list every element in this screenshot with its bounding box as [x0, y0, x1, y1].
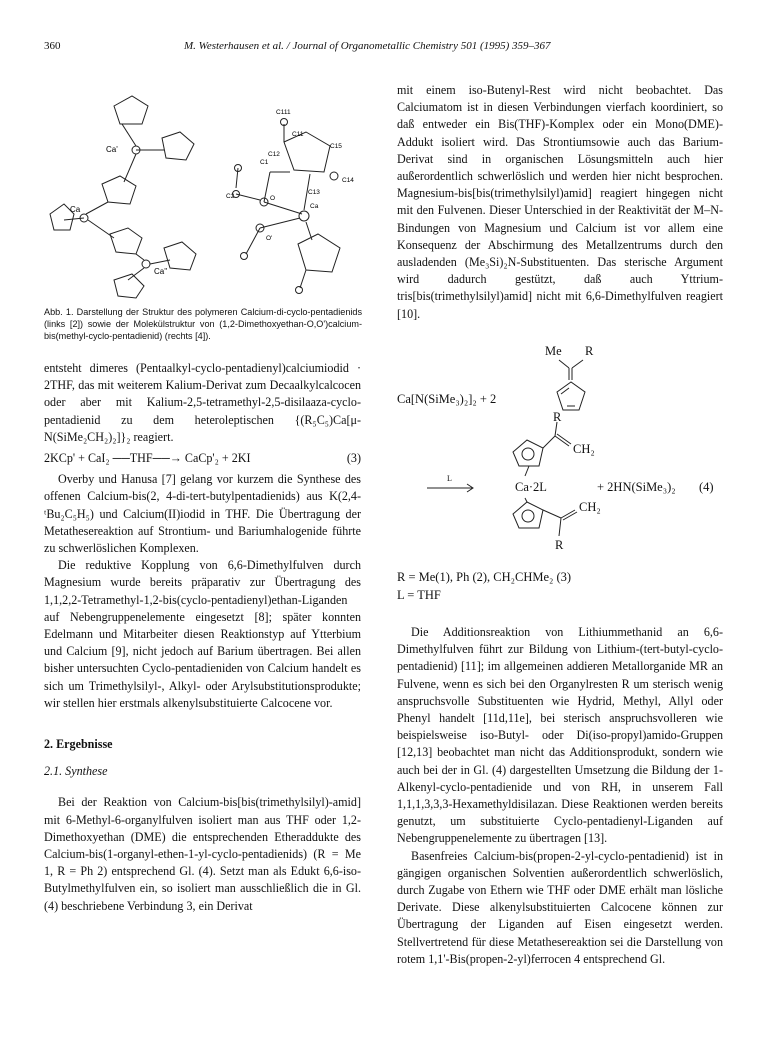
running-head: M. Westerhausen et al. / Journal of Organometallic Chemistry 501 (1995) 359–367	[184, 40, 551, 52]
paragraph: Overby und Hanusa [7] gelang vor kurzem die Synthese des offenen Calcium-bis(2, 4-di-tert-butylpentadienids) aus K(2,4-ᵗBu₂C₅H₅) und Calcium(II)iodid in THF. Die Übertragung der Metathesereaktion auf Strontium- und Bariumhalogenide führte zu schwerlöslichen Komplexen.	[44, 472, 361, 556]
page-number: 360	[44, 40, 61, 52]
paragraph: Basenfreies Calcium-bis(propen-2-yl-cyclo-pentadienid) ist in gängigen organischen Solventien außerordentlich schwerlöslich, durch Zugabe von Ethern wie THF oder DME erhält man lösliche Derivate. Diese alkenylsubstituierten Calcocene können zur Übertragung der Liganden auf Eisen eingesetzt werden. Stellvertretend für diese Metathesereaktion sei die Darstellung von rotem 1,1'-Bis(propen-2-yl)ferrocen 4 entsprechend Gl.	[397, 848, 723, 966]
figure-right-label: C15	[330, 143, 342, 150]
scheme-definitions-r: R = Me(1), Ph (2), CH₂CHMe₂ (3)	[397, 570, 572, 584]
figure-left-label: Ca''	[154, 267, 168, 276]
scheme-me-label: Me	[545, 344, 562, 358]
scheme-eq-number: (4)	[699, 480, 714, 494]
scheme-byproduct: + 2HN(SiMe₃)₂	[597, 480, 676, 494]
paragraph: Die reduktive Kopplung von 6,6-Dimethylfulven durch Magnesium wurde bereits präparativ zur Übertragung des 1,1,2,2-Tetramethyl-1,2-bis(cyclo-pentadienyl)ethan-Liganden auf Nebengruppenelemente eingesetzt [8]; später konnten Edelmann und Mitarbeiter diesen Reaktionstyp auf Ytterbium und Calcium [9], nicht jedoch auf Barium übertragen. Bei allen bisher untersuchten Cyclo-pentadieniden von Calcium handelt es sich um Trimethylsilyl-, Alkyl- oder Arylsubstitutionsprodukte; wir stellen hier erstmals alkenylsubstituierte Calcocene vor.	[44, 558, 361, 710]
figure-caption: Abb. 1. Darstellung der Struktur des polymeren Calcium-di-cyclo-pentadienids (links [2]) sowie der Molekülstruktur von (1,2-Dimethoxyethan-O,O')calcium-bis(methyl-cyclo-pentadienid) (rechts [4]).	[44, 307, 362, 341]
figure-right-label: C14	[342, 177, 354, 184]
scheme-arrow-label: L	[447, 474, 452, 483]
paragraph: entsteht dimeres (Pentaalkyl-cyclo-pentadienyl)calciumiodid · 2THF, das mit weiterem Kalium-Derivat zum Decaalkylcalcocen oder aber mit Kalium-2,5-tetramethyl-2,5-disilaaza-cyclo-pentadienid zu dem heteroleptischen {(R₅C₅)Ca[μ-N(SiMe₂CH₂)₂]}₂ reagiert.	[44, 361, 361, 444]
figure-right-label: C111	[276, 109, 291, 116]
scheme-product-center: Ca·2L	[515, 480, 547, 494]
figure-left-label: Ca	[70, 205, 81, 214]
equation-3	[44, 450, 361, 467]
paragraph: Bei der Reaktion von Calcium-bis[bis(trimethylsilyl)-amid] mit 6-Methyl-6-organylfulven isoliert man aus THF oder 1,2-Dimethoxyethan (DME) die entsprechenden Etheraddukte des Calcium-bis(1-organyl-ethen-1-yl-cyclo-pentadienids) (R = Me 1, R = Ph 2) entsprechend Gl. (4). Setzt man als Edukt 6,6-iso-Butylmethylfulven ein, so isoliert man ausschließlich die in Gl. (4) beschriebene Verbindung 3, ein Derivat	[44, 795, 361, 913]
subsection-heading: 2.1. Synthese	[44, 764, 108, 779]
equation-3-number: (3)	[346, 451, 361, 466]
right-column-bottom	[397, 624, 723, 968]
scheme-definitions-l: L = THF	[397, 588, 441, 602]
figure-right-label: C11	[292, 131, 304, 138]
scheme-r-bottom: R	[555, 538, 564, 552]
figure-right-molecule-structure	[214, 104, 370, 296]
figure-right-label: Ca	[310, 203, 319, 210]
figure-right-label: C12	[268, 151, 280, 158]
figure-right-label: C13	[308, 189, 320, 196]
figure-left-label: Ca'	[106, 145, 118, 154]
figure-right-label: C1	[260, 159, 269, 166]
figure-left-polymer-structure	[44, 88, 204, 300]
paragraph: Die Additionsreaktion von Lithiummethanid an 6,6-Dimethylfulven führt zur Bildung von Lithium-(tert-butyl-cyclo-pentadienid) [11]; im allgemeinen addieren Metallorganide MR an Fulvene, wenn es sich bei den Organylresten R um sterisch wenig anspruchsvolle Substituenten wie Hydrid, Methyl, Allyl oder Phenyl handelt [11d,11e], bei sterisch anspruchsvolleren wie beispielsweise iso-Butyl- oder Di(iso-propyl)amido-Gruppen [12,13] beobachtet man nicht das Additionsprodukt, sondern wie auch bei der in Gl. (4) dargestellten Umsetzung die Bildung der 1-Alkenyl-cyclo-pentadienide und von RH, in unserem Fall 1,1,1,3,3,3-Hexamethyldisilazan. Diese Reaktionen werden bereits genutzt, um substituierte Cyclo-pentadienyl-Liganden auf Nebengruppenelemente zu übertragen [13].	[397, 625, 723, 846]
equation-3-text: 2KCp' + CaI₂ ──THF──→ CaCp'₂ + 2KI	[44, 451, 251, 466]
figure-right-label: O	[270, 195, 276, 202]
scheme-r-label: R	[585, 344, 594, 358]
page-header	[44, 40, 724, 56]
left-column	[44, 360, 361, 915]
right-column-top	[397, 82, 723, 323]
figure-right-label: O'	[266, 235, 273, 242]
section-heading: 2. Ergebnisse	[44, 737, 113, 752]
scheme-ch2-bottom: CH₂	[579, 500, 601, 514]
scheme-r-top: R	[553, 410, 562, 424]
scheme-ch2-top: CH₂	[573, 442, 595, 456]
figure-right-label: C2	[226, 193, 235, 200]
paragraph: mit einem iso-Butenyl-Rest wird nicht beobachtet. Das Calciumatom ist in diesen Verbindungen vierfach koordiniert, so daß entweder ein Bis(THF)-Komplex oder ein Mono(DME)-Addukt isoliert wird. Das Strontiumsowie auch das Barium-Derivat sind in organischen Lösungsmitteln auch hier außerordentlich schwerlöslich und werden hier nicht besprochen. Magnesium-bis[bis(trimethylsilyl)amid] reagiert hingegen nicht mit den Fulvenen. Dieser Unterschied in der Reaktivität der M–N-Bindungen von Magnesium und Calcium ist vor allem eine Konsequenz der Abschirmung des Metallzentrums durch den ausladenden (Me₃Si)₂N-Substituenten. Das sterische Argument wird dadurch gestützt, daß auch Yttrium-tris[bis(trimethylsilyl)amid] nicht mit 6,6-Dimethylfulven reagiert [10].	[397, 83, 723, 321]
scheme-reactant: Ca[N(SiMe₃)₂]₂ + 2	[397, 392, 497, 406]
reaction-scheme-4	[397, 340, 727, 610]
